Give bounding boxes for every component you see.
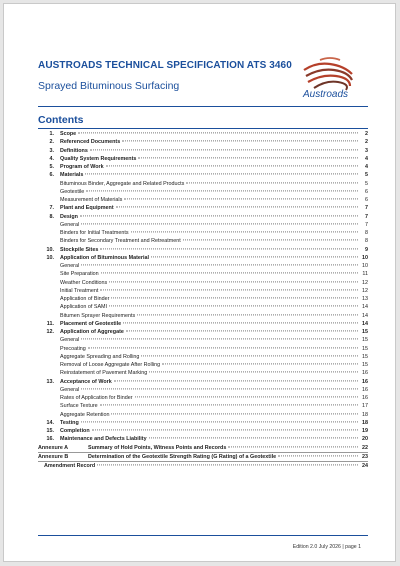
toc-entry[interactable] [38, 312, 368, 320]
toc-leader-dots [100, 289, 358, 290]
toc-entry-number: 11. [46, 320, 54, 327]
toc-entry-page: 7 [365, 213, 368, 220]
toc-entry-title: Amendment Record [44, 463, 96, 469]
toc-leader-dots [228, 446, 358, 447]
toc-entry-page: 12 [362, 287, 368, 294]
toc-entry-title: Reinstatement of Pavement Marking [60, 370, 148, 377]
toc-entry-title: Bituminous Binder, Aggregate and Related Products [60, 180, 185, 187]
toc-entry[interactable] [38, 180, 368, 188]
toc-entry[interactable] [38, 213, 368, 221]
toc-entry-page: 24 [362, 463, 368, 469]
toc-entry[interactable] [38, 163, 368, 171]
toc-entry-title: Binders for Initial Treatments [60, 230, 129, 236]
toc-leader-dots [101, 273, 358, 274]
toc-entry-title: Aggregate Spreading and Rolling [60, 353, 140, 360]
toc-entry[interactable] [38, 453, 368, 462]
toc-entry-title: Weather Conditions [60, 279, 108, 286]
toc-leader-dots [122, 141, 358, 142]
toc-entry-number: 3. [49, 147, 54, 154]
toc-entry[interactable] [38, 303, 368, 311]
toc-entry-page: 14 [362, 320, 368, 327]
spec-subtitle: Sprayed Bituminous Surfacing [38, 80, 180, 92]
toc-entry-page: 16 [362, 386, 368, 393]
toc-entry-number: 10. [46, 246, 54, 253]
toc-entry[interactable] [38, 378, 368, 386]
toc-entry-title: Program of Work [60, 164, 104, 170]
toc-entry-title: General [60, 221, 80, 228]
toc-entry[interactable] [38, 462, 368, 470]
toc-entry[interactable] [38, 188, 368, 196]
toc-entry-title: Summary of Hold Points, Witness Points and Records [88, 444, 227, 451]
toc-entry-title: Application of SAMI [60, 304, 108, 311]
toc-leader-dots [186, 182, 358, 183]
toc-entry-page: 16 [362, 370, 368, 377]
toc-entry-title: General [60, 386, 80, 393]
toc-entry[interactable] [38, 279, 368, 287]
toc-entry-number: 7. [49, 205, 54, 212]
toc-leader-dots [124, 198, 358, 199]
toc-entry-title: Completion [60, 428, 90, 434]
toc-entry[interactable] [38, 419, 368, 427]
toc-entry-number: 12. [46, 329, 54, 335]
toc-entry-title: Site Preparation [60, 271, 99, 278]
toc-entry[interactable] [38, 386, 368, 394]
toc-entry[interactable] [38, 270, 368, 278]
toc-leader-dots [88, 347, 358, 348]
toc-entry-page: 19 [362, 428, 368, 434]
toc-entry-number: 5. [49, 164, 54, 170]
toc-leader-dots [100, 405, 358, 406]
toc-entry-title: Plant and Equipment [60, 205, 114, 212]
toc-entry-page: 7 [365, 221, 368, 228]
toc-leader-dots [81, 223, 358, 224]
toc-entry-title: Referenced Documents [60, 139, 121, 146]
toc-entry-page: 11 [362, 271, 368, 278]
toc-entry-title: Application of Aggregate [60, 329, 124, 335]
toc-leader-dots [135, 396, 358, 397]
toc-entry-page: 15 [362, 329, 368, 335]
toc-entry[interactable] [38, 295, 368, 303]
toc-leader-dots [86, 190, 358, 191]
toc-entry[interactable] [38, 369, 368, 377]
toc-entry-page: 15 [362, 353, 368, 360]
toc-leader-dots [162, 363, 358, 364]
toc-entry[interactable] [38, 171, 368, 179]
toc-leader-dots [97, 464, 358, 465]
toc-entry[interactable] [38, 328, 368, 336]
toc-entry-title: Definitions [60, 147, 88, 154]
toc-entry-number: Annexure A [38, 444, 69, 451]
toc-entry[interactable] [38, 427, 368, 435]
toc-leader-dots [106, 165, 358, 166]
toc-leader-dots [116, 207, 358, 208]
toc-entry-title: Quality System Requirements [60, 155, 137, 162]
toc-leader-dots [90, 149, 358, 150]
toc-entry-page: 20 [362, 436, 368, 443]
toc-entry-number: 15. [46, 428, 54, 434]
toc-entry[interactable] [38, 254, 368, 262]
toc-entry-page: 16 [362, 395, 368, 401]
toc-entry[interactable] [38, 196, 368, 204]
toc-entry[interactable] [38, 246, 368, 254]
toc-entry-page: 18 [362, 419, 368, 426]
toc-entry-number: 8. [49, 213, 54, 220]
toc-entry-page: 17 [362, 403, 368, 410]
toc-entry[interactable] [38, 320, 368, 328]
toc-entry-page: 12 [362, 279, 368, 286]
toc-entry-page: 7 [365, 205, 368, 212]
toc-entry-page: 3 [365, 147, 368, 154]
toc-entry-page: 18 [362, 411, 368, 418]
toc-entry-page: 4 [365, 155, 368, 162]
toc-entry-page: 15 [362, 362, 368, 368]
toc-leader-dots [92, 429, 358, 430]
toc-leader-dots [123, 322, 358, 323]
toc-leader-dots [278, 455, 358, 456]
toc-entry-title: Precoating [60, 345, 86, 352]
toc-entry-title: Rates of Application for Binder [60, 395, 133, 401]
toc-leader-dots [137, 314, 358, 315]
toc-leader-dots [149, 372, 358, 373]
toc-entry-title: Placement of Geotextile [60, 320, 122, 327]
toc-leader-dots [114, 380, 358, 381]
toc-leader-dots [81, 388, 358, 389]
toc-leader-dots [141, 355, 358, 356]
toc-entry-page: 14 [362, 304, 368, 311]
toc-entry[interactable] [38, 229, 368, 237]
toc-leader-dots [81, 339, 358, 340]
toc-entry-page: 8 [365, 230, 368, 236]
toc-entry-title: General [60, 337, 80, 344]
toc-entry-page: 2 [365, 131, 368, 137]
toc-entry-number: 1. [49, 131, 54, 137]
toc-entry[interactable] [38, 361, 368, 369]
toc-leader-dots [78, 132, 358, 133]
toc-entry-number: 10. [46, 254, 54, 261]
toc-leader-dots [111, 297, 358, 298]
toc-entry-title: Design [60, 213, 78, 220]
toc-leader-dots [183, 240, 358, 241]
toc-entry-page: 23 [362, 453, 368, 460]
toc-entry-number: 14. [46, 419, 54, 426]
toc-entry[interactable] [38, 130, 368, 138]
toc-entry[interactable] [38, 221, 368, 229]
toc-entry-page: 15 [362, 345, 368, 352]
toc-entry-title: Stockpile Sites [60, 246, 99, 253]
toc-entry-title: Surface Texture [60, 403, 98, 410]
toc-entry[interactable] [38, 402, 368, 410]
toc-entry-page: 4 [365, 164, 368, 170]
toc-entry-number: 16. [46, 436, 54, 443]
toc-entry[interactable] [38, 411, 368, 419]
toc-entry[interactable] [38, 345, 368, 353]
toc-leader-dots [151, 256, 358, 257]
toc-entry[interactable] [38, 262, 368, 270]
toc-entry-page: 15 [362, 337, 368, 344]
toc-leader-dots [109, 281, 358, 282]
toc-entry-title: Application of Binder [60, 296, 110, 302]
toc-entry-title: Removal of Loose Aggregate After Rolling [60, 362, 161, 368]
toc-entry-number: 13. [46, 378, 54, 385]
toc-entry-title: Initial Treatment [60, 287, 99, 294]
toc-entry-number: Annexure B [38, 453, 69, 460]
toc-entry-title: Application of Bituminous Material [60, 254, 149, 261]
toc-entry-title: Bitumen Sprayer Requirements [60, 312, 136, 319]
toc-leader-dots [149, 438, 358, 439]
spec-title: AUSTROADS TECHNICAL SPECIFICATION ATS 3460 [38, 60, 292, 71]
toc-entry-page: 2 [365, 139, 368, 146]
toc-leader-dots [81, 421, 358, 422]
toc-entry[interactable] [38, 394, 368, 402]
toc-entry-page: 13 [362, 296, 368, 302]
toc-leader-dots [80, 215, 358, 216]
toc-entry[interactable] [38, 353, 368, 361]
toc-entry-page: 6 [365, 188, 368, 195]
toc-leader-dots [138, 157, 358, 158]
toc-entry[interactable] [38, 444, 368, 453]
toc-entry-title: Acceptance of Work [60, 378, 112, 385]
toc-entry[interactable] [38, 287, 368, 295]
toc-leader-dots [111, 413, 358, 414]
toc-entry[interactable] [38, 155, 368, 163]
toc-leader-dots [81, 264, 358, 265]
toc-entry-page: 8 [365, 238, 368, 245]
table-of-contents [38, 128, 368, 470]
toc-entry-page: 22 [362, 444, 368, 451]
header-divider [38, 106, 368, 107]
toc-entry-number: 2. [49, 139, 54, 146]
toc-entry[interactable] [38, 336, 368, 344]
document-page [3, 3, 396, 562]
toc-entry-title: Geotextile [60, 188, 85, 195]
toc-entry-page: 5 [365, 180, 368, 187]
toc-entry[interactable] [38, 147, 368, 155]
toc-entry-title: General [60, 263, 80, 269]
toc-entry-page: 16 [362, 378, 368, 385]
toc-entry-page: 6 [365, 197, 368, 203]
toc-entry-number: 4. [49, 155, 54, 162]
toc-entry-title: Aggregate Retention [60, 411, 110, 418]
toc-entry-title: Testing [60, 419, 79, 426]
page-footer: Edition 2.0 July 2026 | page 1 [292, 544, 361, 550]
toc-leader-dots [100, 248, 358, 249]
toc-entry-title: Determination of the Geotextile Strength Rating (G Rating) of a Geotextile [88, 453, 277, 460]
toc-entry-number: 6. [49, 172, 54, 179]
toc-entry[interactable] [38, 435, 368, 443]
toc-entry-title: Materials [60, 172, 84, 179]
toc-entry[interactable] [38, 237, 368, 245]
footer-divider [38, 535, 368, 536]
toc-entry-page: 9 [365, 246, 368, 253]
toc-entry[interactable] [38, 138, 368, 146]
toc-leader-dots [109, 306, 358, 307]
toc-leader-dots [131, 231, 358, 232]
toc-entry[interactable] [38, 204, 368, 212]
toc-entry-page: 5 [365, 172, 368, 179]
toc-leader-dots [85, 174, 358, 175]
toc-entry-title: Measurement of Materials [60, 197, 123, 203]
toc-entry-title: Maintenance and Defects Liability [60, 436, 147, 443]
toc-leader-dots [126, 330, 358, 331]
toc-entry-page: 14 [362, 312, 368, 319]
toc-entry-page: 10 [362, 263, 368, 269]
toc-entry-page: 10 [362, 254, 368, 261]
toc-entry-title: Scope [60, 131, 77, 137]
austroads-logo-text: Austroads [303, 89, 349, 100]
contents-heading: Contents [38, 114, 84, 126]
toc-entry-title: Binders for Secondary Treatment and Retreatment [60, 238, 181, 245]
